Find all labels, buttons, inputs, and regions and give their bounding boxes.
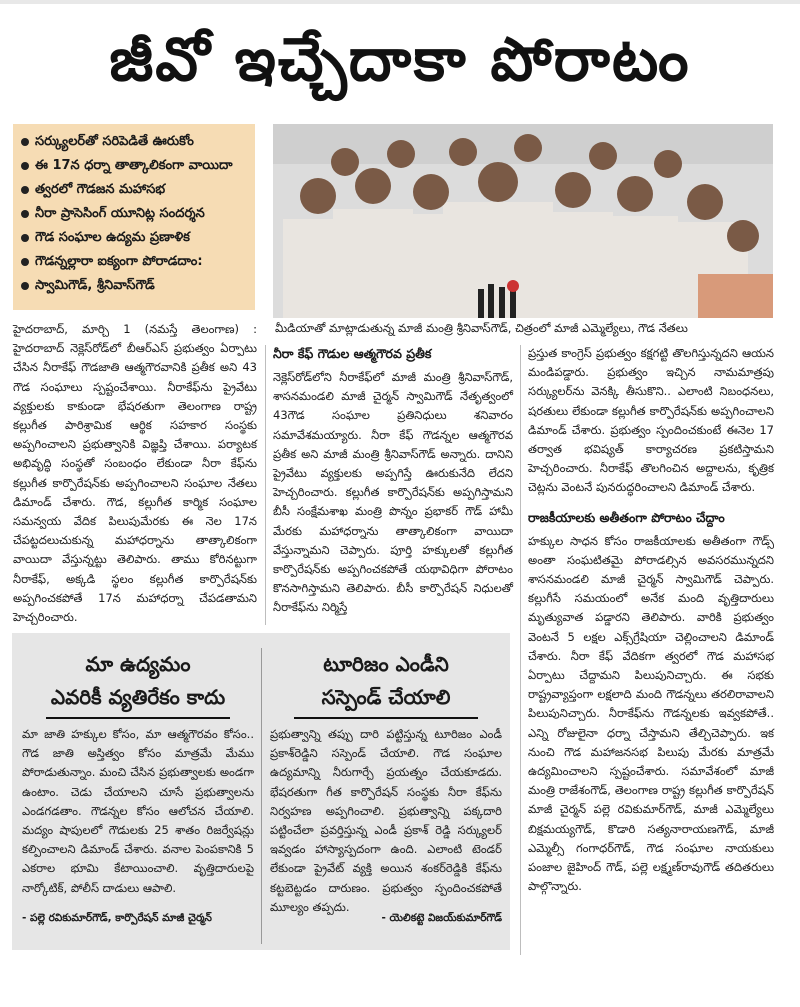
quote-box-body: మా జాతి హక్కుల కోసం, మా ఆత్మగౌరవం కోసం.. గౌడ జాతి అస్తిత్వం కోసం మాత్రమే మేము పోరాడుతున్నాం. మంచి చేసిన ప్రభుత్వాలకు అండగా ఉంటాం. చెడు చేయాలని చూసే ప్రభుత్వాలను ఎండగడతాం. గౌడన్నల కోసం ఆలోచన చేయాలి. మద్యం షాపులలో గౌడులకు 25 శాతం రిజర్వేషన్లు కల్పించాలని డిమాండ్ చేశారు. వనాల పెంపకానికి 5 ఎకరాల భూమి కేటాయించాలి. వృత్తిదారులపై నార్కోటిక్, పోలీస్ దాడులు ఆపాలి. bbox=[22, 727, 254, 895]
highlight-item: త్వరలో గౌడజన మహాసభ bbox=[21, 178, 249, 202]
article-column-1 bbox=[13, 320, 257, 625]
highlights-box bbox=[13, 124, 255, 310]
highlight-item: నీరా ప్రాసెసింగ్ యూనిట్ల సందర్శన bbox=[21, 202, 249, 226]
quote-box-body: ప్రభుత్వాన్ని తప్పు దారి పట్టిస్తున్న టూరిజం ఎండీ ప్రకాశ్‌రెడ్డిని సస్పెండ్ చేయాలి. గౌడ సంఘాల ఉద్యమాన్ని నీరుగార్చే ప్రయత్నం చేయకూడదు. భేషరతుగా గీత కార్పొరేషన్ సంస్థకు నీరా కేఫ్‌ను నిర్వహణ అప్పగించాలి. ప్రభుత్వాన్ని పక్కదారి పట్టించేలా ప్రవర్తిస్తున్న ఎండీ ప్రకాశ్ రెడ్డి సర్క్యులర్ ఇవ్వడం హాస్యాస్పదంగా ఉంది. ఎలాంటి టెండర్ లేకుండా ప్రైవేట్ వ్యక్తి అయిన శంకర్‌రెడ్డికి కేఫ్‌ను కట్టబెట్టడం దారుణం. ప్రభుత్వం స్పందించకపోతే మూల్యం తప్పదు. bbox=[270, 727, 502, 914]
quote-box-title: ఎవరికీ వ్యతిరేకం కాదు bbox=[50, 685, 226, 709]
article-paragraph: నెక్లెస్‌రోడ్‌లోని నీరాకేఫ్‌లో మాజీ మంత్రి శ్రీనివాస్‌గౌడ్, శాసనమండలి మాజీ చైర్మన్ స్వామిగౌడ్ నేతృత్వంలో 43గౌడ సంఘాల ప్రతినిధులు శనివారం సమావేశమయ్యారు. నీరా కేఫ్ గౌడన్నల ఆత్మగౌరవ ప్రతీక అని మాజీ మంత్రి శ్రీనివాస్‌గౌడ్ అన్నారు. దానిని ప్రైవేటు వ్యక్తులకు అప్పగిస్తే ఊరుకునేది లేదని హెచ్చరించారు. కల్లుగీత కార్పొరేషన్‌కు అప్పగిస్తామని బీసీ సంక్షేమశాఖ మంత్రి పొన్నం ప్రభాకర్ గౌడ్ హామీ మేరకు మహాధర్నాను తాత్కాలికంగా వాయిదా వేస్తున్నామని చెప్పారు. పూర్తి హక్కులతో కల్లుగీత కార్పొరేషన్‌కు అప్పగించకపోతే యథావిధిగా పోరాటం కొనసాగిస్తామని తెలిపారు. బీసీ కార్పొరేషన్ నిధులతో నీరాకేఫ్‌ను నిర్మిస్తే bbox=[273, 370, 513, 615]
photo-caption: మీడియాతో మాట్లాడుతున్న మాజీ మంత్రి శ్రీనివాస్‌గౌడ్, చిత్రంలో మాజీ ఎమ్మెల్యేలు, గౌడ నేతలు bbox=[275, 321, 688, 335]
subheading: రాజకీయాలకు అతీతంగా పోరాటం చేద్దాం bbox=[528, 509, 725, 525]
highlight-item-names: స్వామిగౌడ్, శ్రీనివాస్‌గౌడ్ bbox=[21, 274, 249, 298]
quote-box-title: మా ఉద్యమం bbox=[85, 652, 191, 676]
title-underline bbox=[294, 717, 478, 719]
quote-credit: - యెలికట్టె విజయ్‌కుమార్‌గౌడ్ bbox=[381, 912, 502, 924]
highlight-item: గౌడ సంఘాల ఉద్యమ ప్రణాళిక bbox=[21, 226, 249, 250]
top-border bbox=[0, 0, 800, 4]
subheading: నీరా కేఫ్ గౌడుల ఆత్మగౌరవ ప్రతీక bbox=[273, 346, 432, 361]
quote-box-title: సస్పెండ్ చేయాలి bbox=[321, 685, 451, 709]
quote-credit: - పల్లె రవికుమార్‌గౌడ్, కార్పొరేషన్ మాజీ చైర్మన్ bbox=[22, 912, 212, 924]
highlight-item: గౌడన్నల్లారా ఐక్యంగా పోరాడదాం: bbox=[21, 250, 249, 274]
highlight-item: సర్క్యులర్‌తో సరిపెడితే ఊరుకోం bbox=[21, 130, 249, 154]
news-photo bbox=[273, 124, 773, 318]
article-column-2 bbox=[273, 344, 513, 629]
article-paragraph: హక్కుల సాధన కోసం రాజకీయాలకు అతీతంగా గౌడ్స్ అంతా సంఘటితమై పోరాడల్సిన అవసరమున్నదని శాసనమండలి మాజీ చైర్మన్ స్వామిగౌడ్ చెప్పారు. కల్లుగీసే సమయంలో అనేక మంది వృత్తిదారులు మృత్యువాత పడ్డారని తెలిపారు. వారికి ప్రభుత్వం వెంటనే 5 లక్షల ఎక్స్‌గ్రేషియా చెల్లించాలని డిమాండ్ చేశారు. నీరా కేఫ్ వేదికగా త్వరలో గౌడ మహాసభ ఏర్పాటు చేద్దామని పిలుపునిచ్చారు. ఈ సభకు రాష్ట్రవ్యాప్తంగా లక్షలాది మంది గౌడన్నలు తరలిరావాలని పిలుపునిచ్చారు. నీరాకేఫ్‌ను గౌడన్నలకు ఇవ్వకపోతే.. ఎన్ని రోజులైనా ధర్నా చేస్తామని తేల్చిచెప్పారు. ఇక నుంచి గౌడ మహాజనసభ పిలుపు మేరకు మాత్రమే ఉద్యమించాలని స్పష్టంచేశారు. సమావేశంలో మాజీ మంత్రి రాజేశంగౌడ్, తెలంగాణ రాష్ట్ర కల్లుగీత కార్పొరేషన్ మాజీ చైర్మన్ పల్లె రవికుమార్‌గౌడ్, మాజీ ఎమ్మెల్యేలు బిక్షమయ్యగౌడ్, కొడారి సత్యనారాయణగౌడ్, మాజీ ఎమ్మెల్సీ గంగాధర్‌గౌడ్, గౌడ సంఘాల నాయకులు పంజాల జైహింద్ గౌడ్, పల్లె లక్ష్మణ్‌రావుగౌడ్ తదితరులు పాల్గొన్నారు. bbox=[528, 533, 774, 894]
group-photo-illustration bbox=[273, 124, 773, 318]
highlights-list bbox=[21, 130, 249, 298]
quote-box-right bbox=[270, 648, 502, 946]
quote-box-divider bbox=[261, 648, 262, 944]
column-divider bbox=[520, 345, 521, 955]
highlight-item: ఈ 17న ధర్నా తాత్కాలికంగా వాయిదా bbox=[21, 154, 249, 178]
column-divider bbox=[265, 345, 266, 625]
article-paragraph: ప్రస్తుత కాంగ్రెస్ ప్రభుత్వం కక్షగట్టి తొలగిస్తున్నదని ఆయన మండిపడ్డారు. ప్రభుత్వం ఇచ్చిన నామమాత్రపు సర్క్యులర్‌ను వెనక్కి తీసుకొని.. ఎలాంటి నిబంధనలు, షరతులు లేకుండా కల్లుగీత కార్పొరేషన్‌కు అప్పగించాలని డిమాండ్ చేశారు. ప్రభుత్వం స్పందించకుంటే ఈనెల 17 తర్వాత భవిష్యత్ కార్యాచరణ ప్రకటిస్తామని హెచ్చరించారు. నీరాకేఫ్ తొలగించిన అద్దాలను, కృత్రిక చెట్లను వెంటనే పునరుద్ధరించాలని డిమాండ్ చేశారు. bbox=[528, 346, 774, 495]
quote-box-title: టూరిజం ఎండీని bbox=[323, 652, 449, 676]
article-paragraph: హైదరాబాద్, మార్చి 1 (నమస్తే తెలంగాణ) : హైదరాబాద్ నెక్లెస్‌రోడ్‌లో బీఆర్‌ఎస్ ప్రభుత్వం ఏర్పాటు చేసిన నీరాకేఫ్ గౌడజాతి ఆత్మగౌరవానికి ప్రతీక అని 43 గౌడ సంఘాలు స్పష్టంచేశాయి. నీరాకేఫ్‌ను ప్రైవేటు వ్యక్తులకు కాకుండా భేషరతుగా తెలంగాణ రాష్ట్ర కల్లుగీత పారిశ్రామిక ఆర్థిక సహకార సంస్థకు అప్పగించాలని ప్రభుత్వానికి విజ్ఞప్తి చేశాయి. పర్యాటక అభివృద్ధి సంస్థతో సంబంధం లేకుండా నీరా కేఫ్‌ను కల్లుగీత కార్పొరేషన్‌కు అప్పగించాలని సంఘాల నేతలు డిమాండ్ చేశారు. గౌడ, కల్లుగీత కార్మిక సంఘాల సమన్వయ వేదిక పిలుపుమేరకు ఈ నెల 17న చేపట్టదలుచుకున్న మహాధర్నాను తాత్కాలికంగా వాయిదా వేస్తున్నట్టు తెలిపారు. తాము కోరినట్టుగా నీరాకేఫ్, అక్కడి స్థలం కల్లుగీత కార్పొరేషన్‌కు అప్పగించకపోతే 17న మహాధర్నా చేపడతామని హెచ్చరించారు. bbox=[13, 322, 257, 625]
headline: జీవో ఇచ్చేదాకా పోరాటం bbox=[109, 25, 691, 95]
article-column-3 bbox=[528, 344, 774, 962]
title-underline bbox=[46, 717, 230, 719]
quote-box-left bbox=[22, 648, 254, 946]
